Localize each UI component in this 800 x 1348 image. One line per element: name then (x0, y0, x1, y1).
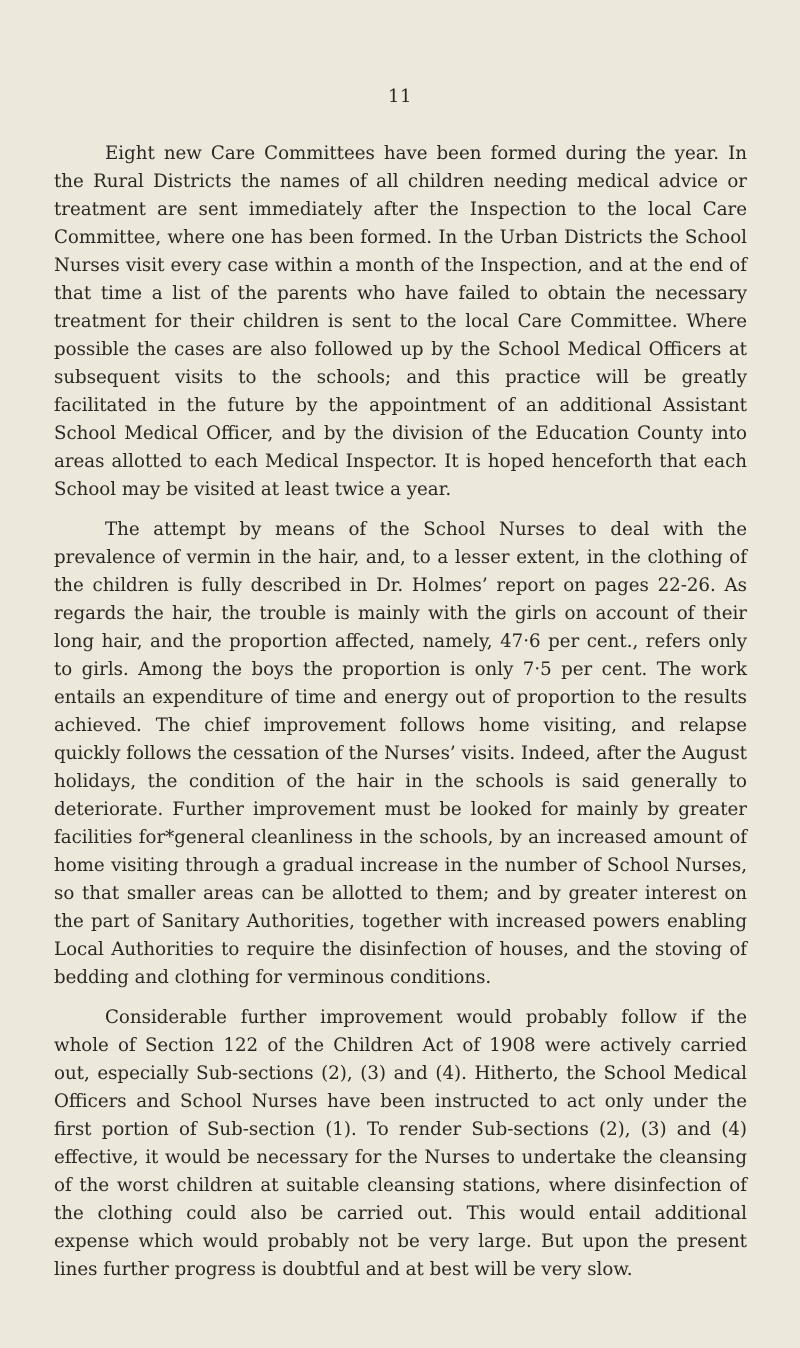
body-text (54, 140, 747, 1296)
paragraph-children-act: Considerable further improvement would probably follow if the whole of Section 122 of the Children Act of 1908 were actively carried out, especially Sub-sections (2), (3) and (4). Hitherto, the School Medical Officers and School Nurses have been instructed to act only under the first portion of Sub-section (1). To render Sub-sections (2), (3) and (4) effective, it would be necessary for the Nurses to undertake the cleansing of the worst children at suitable cleansing stations, where disinfection of the clothing could also be carried out. This would entail additional expense which would probably not be very large. But upon the present lines further progress is doubtful and at best will be very slow. (54, 1007, 747, 1280)
paragraph-vermin: The attempt by means of the School Nurses to deal with the prevalence of vermin in the hair, and, to a lesser extent, in the clothing of the children is fully described in Dr. Holmes’ report on pages 22-26. As regards the hair, the trouble is mainly with the girls on account of their long hair, and the proportion affected, namely, 47·6 per cent., refers only to girls. Among the boys the proportion is only 7·5 per cent. The work entails an expenditure of time and energy out of proportion to the results achieved. The chief improvement follows home visiting, and relapse quickly follows the cessation of the Nurses’ visits. Indeed, after the August holidays, the condition of the hair in the schools is said generally to deteriorate. Further improvement must be looked for mainly by greater facilities for*general cleanliness in the schools, by an increased amount of home visiting through a gradual increase in the number of School Nurses, so that smaller areas can be allotted to them; and by greater interest on the part of Sanitary Authorities, together with increased powers enabling Local Authorities to require the disinfection of houses, and the stoving of bedding and clothing for verminous conditions. (54, 519, 747, 988)
paragraph-care-committees: Eight new Care Committees have been formed during the year. In the Rural Districts the names of all children needing medical advice or treatment are sent immediately after the Inspection to the local Care Committee, where one has been formed. In the Urban Districts the School Nurses visit every case within a month of the Inspection, and at the end of that time a list of the parents who have failed to obtain the necessary treatment for their children is sent to the local Care Committee. Where possible the cases are also followed up by the School Medical Officers at subsequent visits to the schools; and this practice will be greatly facilitated in the future by the appointment of an additional Assistant School Medical Officer, and by the division of the Education County into areas allotted to each Medical Inspector. It is hoped henceforth that each School may be visited at least twice a year. (54, 143, 747, 500)
page-number: 11 (388, 86, 412, 107)
